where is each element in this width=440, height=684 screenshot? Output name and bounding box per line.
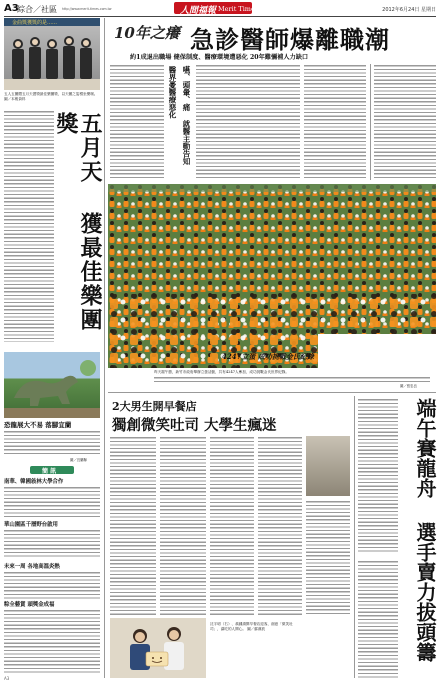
masthead-english: Merit Times	[218, 5, 259, 13]
shop-owners-illustration	[110, 618, 206, 678]
section-name: 綜合／社區	[17, 5, 57, 14]
page-marker: A3	[4, 676, 10, 681]
brief-title: 南華、韓國敍林大學合作	[4, 479, 64, 485]
lead-kicker: 10年之癢	[114, 24, 180, 42]
lead-column-divider	[370, 64, 371, 180]
breakfast-inset-photo	[306, 436, 350, 496]
brief-body	[4, 486, 100, 518]
breakfast-headline: 獨創微笑吐司 大學生瘋迷	[112, 417, 277, 434]
lead-body-col-4	[374, 64, 436, 180]
breakfast-body-col-5	[306, 500, 350, 616]
brief-title: 未來一周 各地高溫炎熱	[4, 564, 60, 570]
left-photo-title: 金曲獎獲獎的是……	[12, 20, 58, 26]
brief-title: 粽全藝賞 頭獎金成福	[4, 602, 55, 608]
breakfast-body-col-3	[210, 436, 254, 616]
dragon-boat-body	[358, 560, 398, 678]
photo-caption-text: 昨天端午節，新竹市政府舉辦立蛋活動，共有4247人參加，成功挑戰金氏世界紀錄。	[154, 370, 289, 374]
dinosaur-illustration	[4, 352, 100, 418]
lead-body-col-1	[110, 64, 164, 180]
masthead-title: 人間福報	[180, 6, 217, 16]
breakfast-photo	[110, 618, 206, 678]
brief-item-1	[4, 477, 100, 518]
brief-item-4	[4, 600, 100, 673]
lead-side-head-2: 嚥、頭暈、痛 就醫主動告知	[182, 66, 191, 165]
left-column-divider	[104, 18, 105, 678]
photo-caption-lines	[154, 376, 430, 384]
issue-date: 2012年6月24日 星期日	[382, 7, 436, 13]
header-bar	[4, 2, 436, 17]
crowd-illustration	[108, 184, 436, 368]
lead-body-col-3	[304, 64, 366, 180]
right-column-divider	[354, 396, 355, 678]
dinosaur-body-text	[4, 430, 100, 456]
breakfast-body-col-1	[110, 436, 156, 616]
egg-balancing-photo	[108, 184, 436, 368]
briefs-tag-label: 簡 訊	[42, 468, 57, 475]
section-number: A3	[4, 3, 19, 14]
breakfast-body-col-2	[160, 436, 206, 616]
mayday-body-text	[4, 110, 54, 342]
dragon-boat-body-top	[358, 398, 398, 554]
left-photo-caption: 五人五團體五月天獲獎最佳樂團獎，以天團之姿穩坐樂壇。 圖／本報資料	[4, 92, 98, 101]
masthead-url: http://www.merit-times.com.tw	[62, 7, 112, 11]
band-members-illustration	[4, 26, 100, 90]
lead-subhead: 約1成退出職場 健保制度、醫療環境遭惡化 20年難彌補人力缺口	[130, 54, 309, 61]
left-photo-block	[4, 18, 100, 90]
brief-body	[4, 529, 100, 559]
breakfast-body-col-4	[258, 436, 302, 616]
breakfast-caption: 沈宇明（右）、翁鍾鴻開早餐店迎客，創意「微笑吐司」，讓吃的人開心。 圖／蘇漢波	[210, 622, 293, 631]
brief-item-3	[4, 562, 100, 599]
dinosaur-headline: 恐龍展大不易 落腳宜蘭	[4, 421, 72, 429]
breakfast-kicker: 2大男生開早餐店	[112, 400, 197, 413]
dinosaur-credit: 圖／宜蘭縣	[70, 458, 87, 462]
dinosaur-photo	[4, 352, 100, 418]
mayday-headline: 五月天 獲最佳樂團獎	[53, 112, 103, 332]
dragon-boat-headline: 端午賽龍舟 選手賣力拔頭籌	[413, 398, 437, 662]
brief-item-2	[4, 520, 100, 559]
lead-side-head-1: 醫界憂醫療惡化	[168, 66, 177, 119]
lead-body-col-2	[196, 64, 300, 180]
photo-caption-title: 4247立蛋 成功挑戰金氏紀錄	[222, 352, 314, 361]
brief-body	[4, 609, 100, 673]
band-group-photo	[4, 26, 100, 90]
photo-credit: 圖／張忠良	[400, 384, 417, 388]
photo-divider	[108, 392, 436, 393]
lead-headline: 急診醫師爆離職潮	[190, 25, 390, 54]
brief-title: 華山園區千層野台啟用	[4, 522, 58, 528]
brief-body	[4, 571, 100, 599]
